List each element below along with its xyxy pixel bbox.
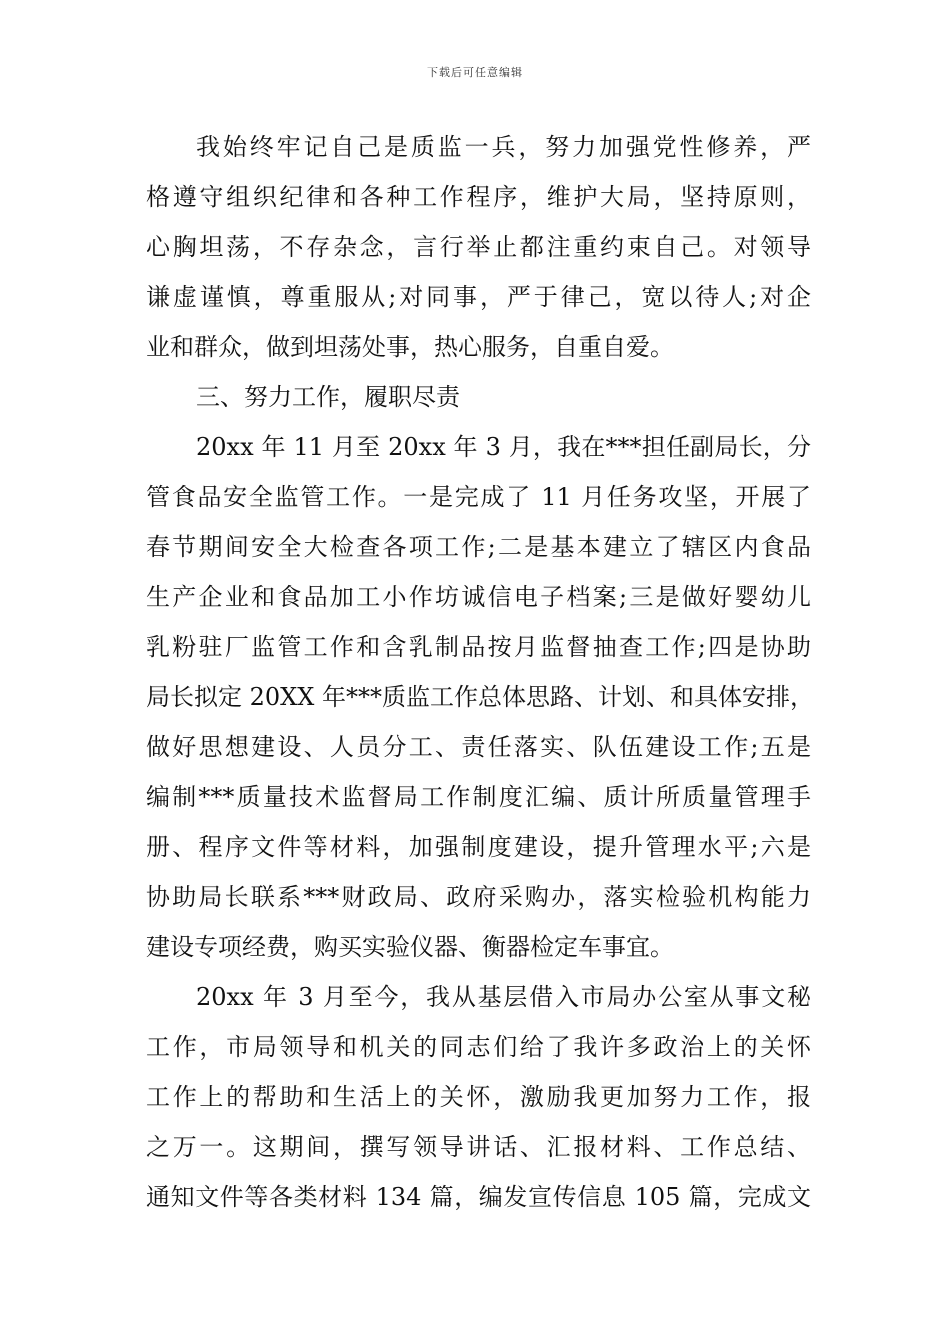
section-heading-text: 三、努力工作，履职尽责 <box>196 383 460 411</box>
document-body <box>146 122 814 1222</box>
text-line: 局长拟定 20XX 年***质监工作总体思路、计划、和具体安排， <box>146 683 814 711</box>
text-line: 工作，市局领导和机关的同志们给了我许多政治上的关怀 <box>146 1033 811 1061</box>
text-line: 业和群众，做到坦荡处事，热心服务，自重自爱。 <box>146 333 674 361</box>
text-line: 编制***质量技术监督局工作制度汇编、质计所质量管理手 <box>146 783 811 811</box>
text-line: 做好思想建设、人员分工、责任落实、队伍建设工作;五是 <box>146 733 811 761</box>
text-line: 乳粉驻厂监管工作和含乳制品按月监督抽查工作;四是协助 <box>146 633 811 661</box>
page-header: 下载后可任意编辑 <box>427 66 523 79</box>
text-line: 我始终牢记自己是质监一兵，努力加强党性修养，严 <box>196 133 811 161</box>
paragraph-secretary-work <box>146 972 811 1222</box>
text-line: 心胸坦荡，不存杂念，言行举止都注重约束自己。对领导 <box>146 233 811 261</box>
text-line: 通知文件等各类材料 134 篇，编发宣传信息 105 篇，完成文 <box>146 1183 811 1211</box>
text-line: 春节期间安全大检查各项工作;二是基本建立了辖区内食品 <box>146 533 811 561</box>
text-line: 20xx 年 3 月至今，我从基层借入市局办公室从事文秘 <box>196 983 811 1011</box>
text-line: 协助局长联系***财政局、政府采购办，落实检验机构能力 <box>146 883 811 911</box>
text-line: 生产企业和食品加工小作坊诚信电子档案;三是做好婴幼儿 <box>146 583 811 611</box>
paragraph-deputy-director-work <box>146 422 814 972</box>
text-line: 工作上的帮助和生活上的关怀，激励我更加努力工作，报 <box>146 1083 811 1111</box>
paragraph-party-discipline <box>146 122 811 372</box>
text-line: 谦虚谨慎，尊重服从;对同事，严于律己，宽以待人;对企 <box>146 283 811 311</box>
text-line: 之万一。这期间，撰写领导讲话、汇报材料、工作总结、 <box>146 1133 811 1161</box>
text-line: 20xx 年 11 月至 20xx 年 3 月，我在***担任副局长，分 <box>196 433 811 461</box>
text-line: 册、程序文件等材料，加强制度建设，提升管理水平;六是 <box>146 833 811 861</box>
section-heading <box>146 372 811 422</box>
text-line: 建设专项经费，购买实验仪器、衡器检定车事宜。 <box>146 933 674 961</box>
text-line: 管食品安全监管工作。一是完成了 11 月任务攻坚，开展了 <box>146 483 811 511</box>
text-line: 格遵守组织纪律和各种工作程序，维护大局，坚持原则， <box>146 183 811 211</box>
